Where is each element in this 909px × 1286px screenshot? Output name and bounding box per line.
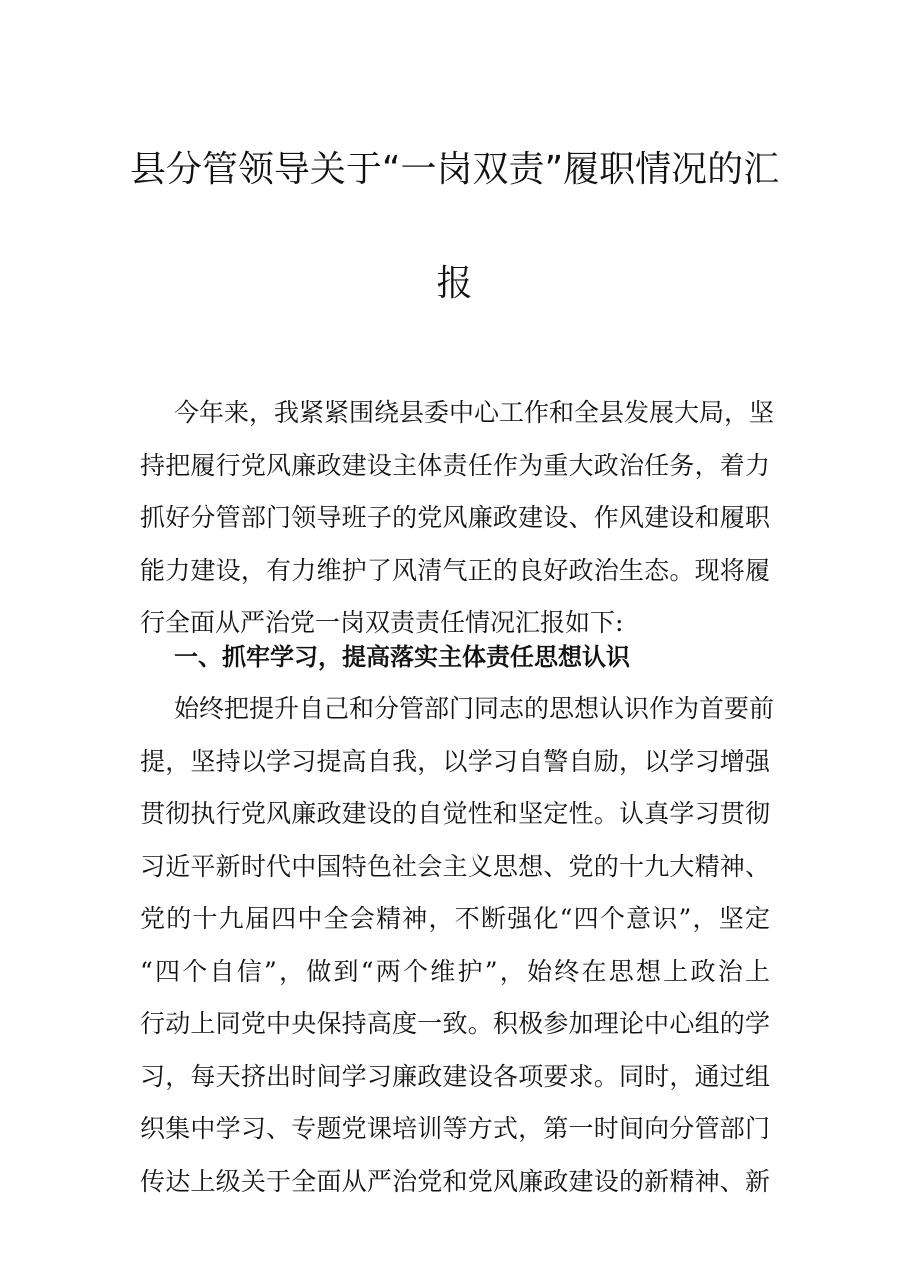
paragraph-line: 行全面从严治党一岗双责责任情况汇报如下:: [140, 608, 624, 637]
section-1-paragraph: [140, 683, 775, 1208]
paragraph-line: 持把履行党风廉政建设主体责任作为重大政治任务，着力: [140, 450, 770, 480]
paragraph-line: 习近平新时代中国特色社会主义思想、党的十九大精神、: [140, 851, 770, 881]
document-title-line-1: 县分管领导关于“一岗双责”履职情况的汇: [129, 149, 780, 190]
paragraph-line: 抓好分管部门领导班子的党风廉政建设、作风建设和履职: [140, 503, 770, 532]
paragraph-line: 始终把提升自己和分管部门同志的思想认识作为首要前: [174, 694, 775, 723]
paragraph-line: 习，每天挤出时间学习廉政建设各项要求。同时，通过组: [140, 1061, 770, 1091]
section-heading-1: [140, 631, 770, 684]
paragraph-line: 提，坚持以学习提高自我，以学习自警自励，以学习增强: [140, 746, 770, 776]
paragraph-line: 党的十九届四中全会精神，不断强化“四个意识”，坚定: [140, 904, 770, 933]
document-title-line-2: 报: [436, 263, 473, 304]
paragraph-line: 织集中学习、专题党课培训等方式，第一时间向分管部门: [140, 1114, 770, 1143]
section-heading-text: 一、抓牢学习，提高落实主体责任思想认识: [174, 643, 630, 671]
paragraph-line: 今年来，我紧紧围绕县委中心工作和全县发展大局，坚: [174, 398, 775, 427]
paragraph-line: 传达上级关于全面从严治党和党风廉政建设的新精神、新: [140, 1166, 770, 1196]
paragraph-line: 行动上同党中央保持高度一致。积极参加理论中心组的学: [140, 1009, 770, 1038]
paragraph-line: 能力建设，有力维护了风清气正的良好政治生态。现将履: [140, 555, 770, 585]
paragraph-line: “四个自信”，做到“两个维护”，始终在思想上政治上: [140, 956, 770, 986]
intro-paragraph: [140, 387, 775, 650]
paragraph-line: 贯彻执行党风廉政建设的自觉性和坚定性。认真学习贯彻: [140, 799, 770, 828]
